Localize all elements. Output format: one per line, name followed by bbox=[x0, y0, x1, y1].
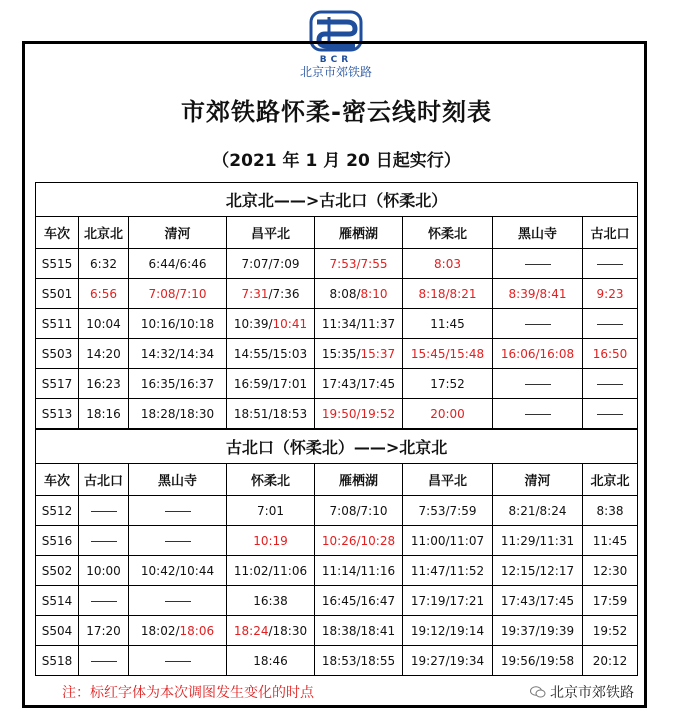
train-number: S512 bbox=[41, 503, 73, 518]
time-value: 15:45/15:48 bbox=[410, 346, 485, 361]
train-number-cell bbox=[36, 616, 79, 646]
time-part: 8:10 bbox=[360, 286, 388, 301]
time-part: 7:31 bbox=[241, 286, 269, 301]
time-cell bbox=[315, 646, 403, 676]
time-value: 11:34/11:37 bbox=[321, 316, 396, 331]
time-part: 18:06 bbox=[179, 623, 215, 638]
time-cell bbox=[493, 309, 583, 339]
time-value: 18:53/18:55 bbox=[321, 653, 396, 668]
no-stop-dash bbox=[91, 601, 117, 602]
time-cell bbox=[227, 646, 315, 676]
train-number-cell bbox=[36, 249, 79, 279]
time-cell bbox=[315, 616, 403, 646]
time-cell bbox=[583, 526, 638, 556]
train-number-header: 车次 bbox=[36, 217, 79, 249]
time-value: 8:21/8:24 bbox=[508, 503, 567, 518]
time-cell bbox=[227, 249, 315, 279]
time-value: 8:38 bbox=[596, 503, 624, 518]
time-value: 10:42/10:44 bbox=[140, 563, 215, 578]
time-value: 17:43/17:45 bbox=[321, 376, 396, 391]
footnote: 注：标红字体为本次调图发生变化的时点 bbox=[62, 685, 314, 701]
table-row bbox=[36, 556, 638, 586]
table-row bbox=[36, 526, 638, 556]
watermark-text: 北京市郊铁路 bbox=[550, 685, 634, 701]
time-cell bbox=[403, 646, 493, 676]
time-value: 12:15/12:17 bbox=[500, 563, 575, 578]
no-stop-dash bbox=[525, 264, 551, 265]
time-cell bbox=[403, 249, 493, 279]
time-cell bbox=[79, 496, 129, 526]
time-cell bbox=[79, 249, 129, 279]
time-cell bbox=[315, 369, 403, 399]
time-value: 11:02/11:06 bbox=[233, 563, 308, 578]
time-cell bbox=[493, 586, 583, 616]
time-cell bbox=[227, 279, 315, 309]
time-value: 7:08/7:10 bbox=[148, 286, 207, 301]
header-row bbox=[36, 464, 638, 496]
time-cell bbox=[315, 279, 403, 309]
no-stop-dash bbox=[525, 324, 551, 325]
time-cell bbox=[79, 616, 129, 646]
time-value: 18:51/18:53 bbox=[233, 406, 308, 421]
time-value: 11:45 bbox=[430, 316, 465, 331]
time-cell bbox=[493, 556, 583, 586]
time-cell bbox=[493, 249, 583, 279]
time-cell bbox=[493, 339, 583, 369]
time-value: 20:00 bbox=[430, 406, 465, 421]
train-number-cell bbox=[36, 399, 79, 429]
time-value: 19:12/19:14 bbox=[410, 623, 485, 638]
time-cell bbox=[583, 399, 638, 429]
time-cell bbox=[493, 526, 583, 556]
time-value: 18:16 bbox=[86, 406, 121, 421]
table-row bbox=[36, 249, 638, 279]
station-header: 北京北 bbox=[583, 464, 638, 496]
time-value: 16:59/17:01 bbox=[233, 376, 308, 391]
time-cell bbox=[583, 279, 638, 309]
train-number: S516 bbox=[41, 533, 73, 548]
train-number-cell bbox=[36, 526, 79, 556]
time-value: 19:52 bbox=[592, 623, 628, 638]
time-cell bbox=[227, 309, 315, 339]
time-value: 18:38/18:41 bbox=[321, 623, 396, 638]
station-header: 怀柔北 bbox=[403, 217, 493, 249]
table-row bbox=[36, 369, 638, 399]
time-cell bbox=[227, 399, 315, 429]
train-number-cell bbox=[36, 369, 79, 399]
time-value: 8:39/8:41 bbox=[508, 286, 567, 301]
no-stop-dash bbox=[165, 661, 191, 662]
no-stop-dash bbox=[91, 541, 117, 542]
train-number: S502 bbox=[41, 563, 73, 578]
station-header: 古北口 bbox=[79, 464, 129, 496]
time-cell bbox=[129, 586, 227, 616]
time-cell bbox=[315, 556, 403, 586]
table-row bbox=[36, 646, 638, 676]
time-value: 7:01 bbox=[257, 503, 284, 518]
no-stop-dash bbox=[597, 264, 623, 265]
time-cell bbox=[129, 339, 227, 369]
no-stop-dash bbox=[597, 324, 623, 325]
timetable-outbound bbox=[35, 182, 638, 429]
no-stop-dash bbox=[91, 511, 117, 512]
time-value: 17:19/17:21 bbox=[410, 593, 485, 608]
time-value: 7:53/7:59 bbox=[418, 503, 477, 518]
time-value: 19:27/19:34 bbox=[410, 653, 485, 668]
time-cell bbox=[315, 526, 403, 556]
time-cell bbox=[583, 369, 638, 399]
time-cell bbox=[315, 496, 403, 526]
time-part: 15:37 bbox=[360, 346, 396, 361]
time-cell bbox=[583, 556, 638, 586]
time-part: 15:35/ bbox=[321, 346, 361, 361]
time-value: 7:53/7:55 bbox=[329, 256, 388, 271]
no-stop-dash bbox=[165, 511, 191, 512]
train-number-cell bbox=[36, 556, 79, 586]
time-cell bbox=[79, 556, 129, 586]
time-cell bbox=[403, 309, 493, 339]
train-number: S514 bbox=[41, 593, 73, 608]
table-row bbox=[36, 339, 638, 369]
time-part: /7:36 bbox=[268, 286, 300, 301]
time-value: 17:59 bbox=[592, 593, 628, 608]
time-value: 9:23 bbox=[596, 286, 624, 301]
time-part: 18:24 bbox=[233, 623, 269, 638]
time-cell bbox=[403, 369, 493, 399]
time-value: 10:04 bbox=[86, 316, 121, 331]
time-value: 10:19 bbox=[253, 533, 288, 548]
time-cell bbox=[227, 556, 315, 586]
time-value: 6:44/6:46 bbox=[148, 256, 207, 271]
time-cell bbox=[227, 496, 315, 526]
time-cell bbox=[227, 369, 315, 399]
time-value: 11:14/11:16 bbox=[321, 563, 396, 578]
time-cell bbox=[79, 399, 129, 429]
timetable-inbound bbox=[35, 429, 638, 676]
time-part: /18:30 bbox=[268, 623, 308, 638]
time-value: 18:46 bbox=[253, 653, 288, 668]
section-title: 古北口（怀柔北）——>北京北 bbox=[36, 430, 638, 464]
no-stop-dash bbox=[525, 384, 551, 385]
time-value: 14:32/14:34 bbox=[140, 346, 215, 361]
train-number-header: 车次 bbox=[36, 464, 79, 496]
time-cell bbox=[315, 399, 403, 429]
table-row bbox=[36, 309, 638, 339]
time-cell bbox=[227, 339, 315, 369]
section-title: 北京北——>古北口（怀柔北） bbox=[36, 183, 638, 217]
time-value: 20:12 bbox=[592, 653, 628, 668]
station-header: 北京北 bbox=[79, 217, 129, 249]
time-cell bbox=[315, 339, 403, 369]
train-number-cell bbox=[36, 339, 79, 369]
time-value: 6:56 bbox=[90, 286, 117, 301]
train-number-cell bbox=[36, 309, 79, 339]
train-number: S504 bbox=[41, 623, 73, 638]
time-value: 8:03 bbox=[434, 256, 461, 271]
station-header: 清河 bbox=[129, 217, 227, 249]
time-value: 16:35/16:37 bbox=[140, 376, 215, 391]
time-value: 11:45 bbox=[592, 533, 628, 548]
time-cell bbox=[583, 249, 638, 279]
time-value: 11:00/11:07 bbox=[410, 533, 485, 548]
time-cell bbox=[493, 399, 583, 429]
time-cell bbox=[403, 496, 493, 526]
time-cell bbox=[493, 646, 583, 676]
time-cell bbox=[129, 496, 227, 526]
time-value: 19:37/19:39 bbox=[500, 623, 575, 638]
time-cell bbox=[493, 279, 583, 309]
time-value: 17:43/17:45 bbox=[500, 593, 575, 608]
time-value: 11:29/11:31 bbox=[500, 533, 575, 548]
time-cell bbox=[315, 586, 403, 616]
no-stop-dash bbox=[597, 414, 623, 415]
train-number-cell bbox=[36, 586, 79, 616]
time-value: 16:23 bbox=[86, 376, 121, 391]
time-value: 10:26/10:28 bbox=[321, 533, 396, 548]
time-value: 17:20 bbox=[86, 623, 121, 638]
time-cell bbox=[79, 279, 129, 309]
train-number: S511 bbox=[41, 316, 73, 331]
time-value: 12:30 bbox=[592, 563, 628, 578]
section-row bbox=[36, 430, 638, 464]
time-cell bbox=[583, 339, 638, 369]
time-value: 14:55/15:03 bbox=[233, 346, 308, 361]
table-row bbox=[36, 399, 638, 429]
time-cell bbox=[493, 496, 583, 526]
time-part: 18:02/ bbox=[140, 623, 180, 638]
time-cell bbox=[583, 309, 638, 339]
time-cell bbox=[403, 616, 493, 646]
time-cell bbox=[129, 279, 227, 309]
time-cell bbox=[79, 646, 129, 676]
time-value: 19:50/19:52 bbox=[321, 406, 396, 421]
time-cell bbox=[129, 369, 227, 399]
time-cell bbox=[403, 556, 493, 586]
header-row bbox=[36, 217, 638, 249]
time-cell bbox=[79, 339, 129, 369]
time-value: 18:28/18:30 bbox=[140, 406, 215, 421]
time-value: 16:50 bbox=[592, 346, 628, 361]
time-cell bbox=[227, 526, 315, 556]
time-part: 10:39/ bbox=[233, 316, 273, 331]
page-subtitle: （2021 年 1 月 20 日起实行） bbox=[212, 151, 461, 171]
time-cell bbox=[583, 646, 638, 676]
time-cell bbox=[403, 279, 493, 309]
time-value: 7:07/7:09 bbox=[241, 256, 300, 271]
train-number-cell bbox=[36, 646, 79, 676]
time-value: 10:16/10:18 bbox=[140, 316, 215, 331]
no-stop-dash bbox=[91, 661, 117, 662]
time-value: 16:06/16:08 bbox=[500, 346, 575, 361]
wechat-icon bbox=[530, 686, 546, 698]
time-cell bbox=[227, 586, 315, 616]
station-header: 黑山寺 bbox=[493, 217, 583, 249]
time-cell bbox=[315, 309, 403, 339]
time-cell bbox=[403, 586, 493, 616]
time-cell bbox=[79, 526, 129, 556]
train-number: S515 bbox=[41, 256, 73, 271]
time-value: 10:00 bbox=[86, 563, 121, 578]
time-cell bbox=[129, 526, 227, 556]
no-stop-dash bbox=[165, 601, 191, 602]
train-number: S501 bbox=[41, 286, 73, 301]
time-part: 10:41 bbox=[272, 316, 308, 331]
time-cell bbox=[227, 616, 315, 646]
time-value: 16:45/16:47 bbox=[321, 593, 396, 608]
table-row bbox=[36, 616, 638, 646]
time-cell bbox=[583, 496, 638, 526]
no-stop-dash bbox=[525, 414, 551, 415]
time-cell bbox=[583, 616, 638, 646]
table-row bbox=[36, 586, 638, 616]
station-header: 黑山寺 bbox=[129, 464, 227, 496]
station-header: 雁栖湖 bbox=[315, 217, 403, 249]
station-header: 雁栖湖 bbox=[315, 464, 403, 496]
watermark bbox=[530, 682, 634, 702]
time-cell bbox=[493, 369, 583, 399]
time-cell bbox=[129, 249, 227, 279]
time-cell bbox=[129, 309, 227, 339]
time-cell bbox=[129, 556, 227, 586]
time-value: 17:52 bbox=[430, 376, 465, 391]
table-row bbox=[36, 279, 638, 309]
time-value: 14:20 bbox=[86, 346, 121, 361]
station-header: 古北口 bbox=[583, 217, 638, 249]
time-cell bbox=[79, 586, 129, 616]
time-cell bbox=[315, 249, 403, 279]
page-title: 市郊铁路怀柔-密云线时刻表 bbox=[181, 98, 492, 126]
logo-abbr: BCR bbox=[319, 55, 353, 65]
no-stop-dash bbox=[165, 541, 191, 542]
time-value: 19:56/19:58 bbox=[500, 653, 575, 668]
time-cell bbox=[129, 616, 227, 646]
table-row bbox=[36, 496, 638, 526]
time-value: 11:47/11:52 bbox=[410, 563, 485, 578]
time-cell bbox=[493, 616, 583, 646]
time-cell bbox=[403, 526, 493, 556]
time-cell bbox=[129, 646, 227, 676]
train-number: S503 bbox=[41, 346, 73, 361]
time-value: 7:08/7:10 bbox=[329, 503, 388, 518]
time-cell bbox=[403, 399, 493, 429]
station-header: 清河 bbox=[493, 464, 583, 496]
time-cell bbox=[129, 399, 227, 429]
section-row bbox=[36, 183, 638, 217]
logo-org-name: 北京市郊铁路 bbox=[299, 65, 372, 79]
time-value: 6:32 bbox=[90, 256, 117, 271]
time-part: 8:08/ bbox=[329, 286, 361, 301]
no-stop-dash bbox=[597, 384, 623, 385]
time-cell bbox=[583, 586, 638, 616]
train-number: S517 bbox=[41, 376, 73, 391]
train-number-cell bbox=[36, 496, 79, 526]
time-value: 16:38 bbox=[253, 593, 288, 608]
time-cell bbox=[403, 339, 493, 369]
station-header: 昌平北 bbox=[227, 217, 315, 249]
time-cell bbox=[79, 369, 129, 399]
station-header: 昌平北 bbox=[403, 464, 493, 496]
train-number: S513 bbox=[41, 406, 73, 421]
station-header: 怀柔北 bbox=[227, 464, 315, 496]
time-cell bbox=[79, 309, 129, 339]
train-number-cell bbox=[36, 279, 79, 309]
train-number: S518 bbox=[41, 653, 73, 668]
time-value: 8:18/8:21 bbox=[418, 286, 477, 301]
